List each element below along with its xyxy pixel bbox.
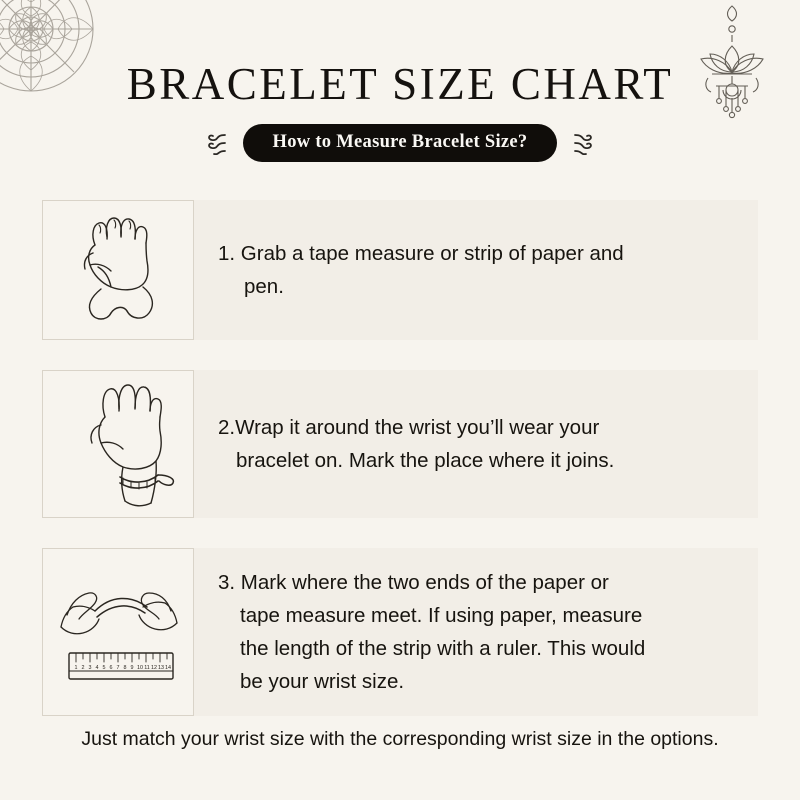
- step-1-line-2: pen.: [244, 275, 284, 298]
- step-text: [194, 370, 758, 518]
- svg-text:11: 11: [144, 665, 150, 671]
- subtitle-pill: How to Measure Bracelet Size?: [243, 124, 558, 162]
- step-3-line-1: 3. Mark where the two ends of the paper or: [218, 570, 609, 594]
- step-1-line-1: 1. Grab a tape measure or strip of paper and: [218, 241, 624, 265]
- wrist-wrapped-with-tape-illustration: [42, 370, 194, 518]
- footer-note: Just match your wrist size with the corresponding wrist size in the options.: [81, 728, 719, 750]
- svg-text:4: 4: [95, 665, 99, 671]
- measuring-strip-with-ruler-illustration: [42, 548, 194, 716]
- svg-text:7: 7: [116, 665, 120, 671]
- step-2-line-2: bracelet on. Mark the place where it joins.: [236, 449, 615, 472]
- step-3-line-4: be your wrist size.: [240, 670, 405, 694]
- svg-text:1: 1: [74, 665, 78, 671]
- step-3-line-3: the length of the strip with a ruler. This would: [240, 637, 646, 660]
- svg-text:3: 3: [88, 665, 92, 671]
- list-item: [42, 200, 758, 340]
- swirl-flourish-icon: [205, 130, 231, 156]
- list-item: [42, 370, 758, 518]
- step-3-line-2: tape measure meet. If using paper, measure: [240, 603, 643, 627]
- svg-text:12: 12: [151, 665, 157, 671]
- list-item: [42, 548, 758, 716]
- page-title: BRACELET SIZE CHART: [126, 59, 674, 109]
- svg-text:5: 5: [102, 665, 106, 671]
- svg-text:8: 8: [123, 665, 127, 671]
- subtitle-row: [0, 124, 800, 162]
- svg-text:13: 13: [158, 665, 164, 671]
- svg-text:9: 9: [130, 665, 134, 671]
- steps-list: [0, 200, 800, 746]
- svg-text:10: 10: [137, 665, 143, 671]
- svg-text:6: 6: [109, 665, 113, 671]
- svg-text:2: 2: [81, 665, 85, 671]
- hand-with-tape-measure-illustration: [42, 200, 194, 340]
- step-text: [194, 548, 758, 716]
- step-text: [194, 200, 758, 340]
- svg-text:14: 14: [165, 665, 171, 671]
- swirl-flourish-icon: [569, 130, 595, 156]
- step-2-line-1: 2.Wrap it around the wrist you’ll wear your: [218, 415, 600, 439]
